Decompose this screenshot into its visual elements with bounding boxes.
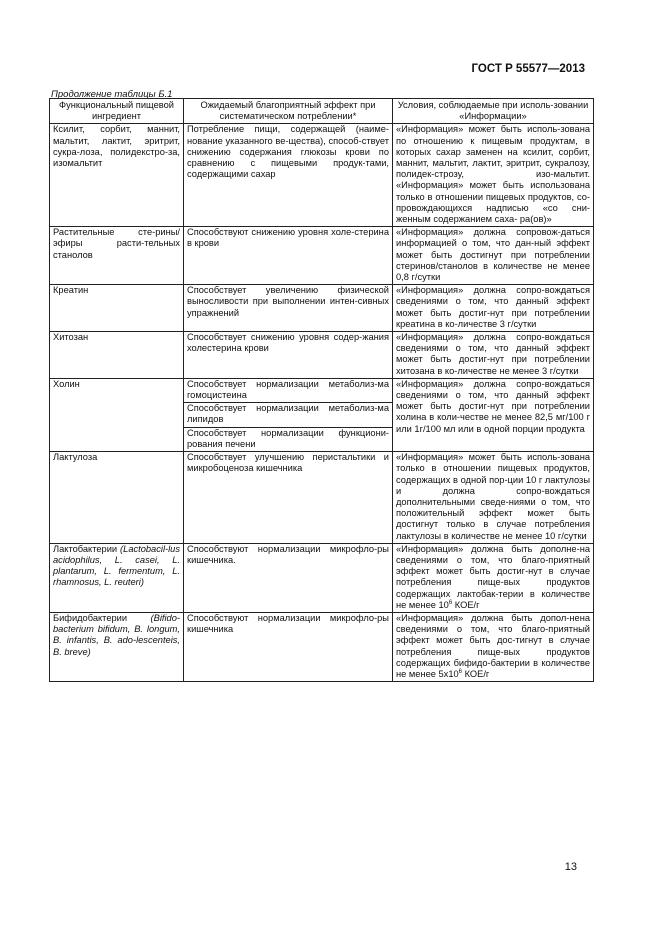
ingredient-cell: Лактулоза bbox=[50, 452, 184, 544]
table-row bbox=[50, 378, 594, 451]
conditions-cell: «Информация» должна сопро-вождаться сведениями о том, что данный эффект может быть достиг-нут при потреблении креатина в ко-личестве 3 г/сутки bbox=[393, 285, 594, 332]
table-continuation-label: Продолжение таблицы Б.1 bbox=[51, 89, 173, 100]
effect-cell: Потребление пищи, содержащей (наиме-нование указанного ве-щества), способ-ствует снижению содержания глюкозы крови по сравнению с пищевыми продук-тами, содержащими сахар bbox=[184, 124, 393, 227]
effect-cell: Способствуют нормализации микрофло-ры кишечника. bbox=[184, 543, 393, 612]
ingredient-species: (Lactobacil-lus acidophilus, L. casei, L. plantarum, L. fermentum, L. rhamnosus, L. reuteri) bbox=[53, 543, 180, 588]
conditions-cell: «Информация» должна сопро-вождаться сведениями о том, что данный эффект может быть достиг-нут при потреблении хитозана в ко-личестве не менее 3 г/сутки bbox=[393, 332, 594, 379]
table-row bbox=[50, 452, 594, 544]
conditions-cell bbox=[393, 612, 594, 681]
document-code: ГОСТ Р 55577—2013 bbox=[471, 63, 585, 75]
page-number: 13 bbox=[564, 861, 577, 873]
conditions-cell: «Информация» должна сопро-вождаться сведениями о том, что данный эффект может быть достиг-нут при потреблении холина в коли-честве не менее 82,5 мг/100 г или 1г/100 мл или в одной порции продукта bbox=[393, 378, 594, 451]
effect-cell: Способствуют нормализации микрофло-ры кишечника bbox=[184, 612, 393, 681]
ingredient-species: (Bifido-bacterium bifidum, B. longum, B. infantis, B. ado-lescenteis, B. breve) bbox=[53, 612, 180, 657]
table-row bbox=[50, 285, 594, 332]
column-header-ingredient: Функциональный пищевой ингредиент bbox=[50, 99, 184, 124]
ingredient-cell: Растительные сте-рины/эфиры расти-тельных станолов bbox=[50, 227, 184, 285]
effect-cell: Способствует улучшению перистальтики и микробоценоза кишечника bbox=[184, 452, 393, 544]
table-row bbox=[50, 332, 594, 379]
column-header-effect: Ожидаемый благоприятный эффект при систематическом потреблении* bbox=[184, 99, 393, 124]
effect-cell: Способствует увеличению физической выносливости при выполнении интен-сивных упражнений bbox=[184, 285, 393, 332]
effect-item: Способствует нормализации метаболиз-ма гомоцистеина bbox=[184, 379, 392, 403]
unit: КОЕ/г bbox=[464, 668, 490, 679]
effect-cell: Способствует снижению уровня содер-жания холестерина крови bbox=[184, 332, 393, 379]
exponent: 6 bbox=[458, 668, 463, 675]
effect-item: Способствует нормализации функциони-рования печени bbox=[187, 427, 389, 449]
ingredient-name: Бифидобактерии bbox=[53, 612, 128, 623]
ingredient-cell: Ксилит, сорбит, маннит, мальтит, лактит, эритрит, сукра-лоза, полидекстро-за, изомальтит bbox=[50, 124, 184, 227]
column-header-conditions: Условия, соблюдаемые при исполь-зовании «Информации» bbox=[393, 99, 594, 124]
ingredient-cell: Холин bbox=[50, 378, 184, 451]
table-row bbox=[50, 227, 594, 285]
conditions-text: «Информация» должна быть дополне-на сведениями о том, что благо-приятный эффект может быть достиг-нут в случае потребления пище-вых продуктов содержащих лактобак-терии в количестве не менее 10 bbox=[396, 543, 590, 610]
conditions-cell: «Информация» может быть исполь-зована по отношению к пищевым продуктам, в которых сахар заменен на ксилит, сорбит, маннит, мальтит, лактит, эритрит, сукралозу, полидек-строзу, изо-мальтит. «Информация» может быть использована только в отношении пищевых продуктов, со-провождающихся надписью «со сни-женным содержанием саха- ра(ов)» bbox=[393, 124, 594, 227]
unit: КОЕ/г bbox=[454, 599, 480, 610]
conditions-cell bbox=[393, 543, 594, 612]
conditions-cell: «Информация» должна сопровож-даться информацией о том, что дан-ный эффект может быть достигнут при потреблении стеринов/станолов в количестве не менее 0,8 г/сутки bbox=[393, 227, 594, 285]
conditions-cell: «Информация» может быть исполь-зована только в отношении пищевых продуктов, содержащих в одной пор-ции 10 г лактулозы и должна сопро-вождаться дополнительными сведе-ниями о том, что положительный эффект может быть достигнут только в случае потребления лактулозы в количестве не менее 10 г/сутки bbox=[393, 452, 594, 544]
table-row bbox=[50, 612, 594, 681]
effect-item: Способствует нормализации метаболиз-ма липидов bbox=[184, 403, 392, 427]
effect-cell: Способствуют снижению уровня холе-стерина в крови bbox=[184, 227, 393, 285]
ingredient-cell bbox=[50, 612, 184, 681]
ingredient-cell: Креатин bbox=[50, 285, 184, 332]
conditions-text: «Информация» должна быть допол-нена сведениями о том, что благо-приятный эффект может быть дос-тигнут в случае потребления пище-вых продуктов содержащих бифидо-бактерии в количестве не менее 5х10 bbox=[396, 612, 590, 679]
table-row bbox=[50, 543, 594, 612]
effect-cell bbox=[184, 378, 393, 451]
ingredients-table bbox=[49, 98, 594, 682]
exponent: 6 bbox=[448, 599, 453, 606]
ingredient-cell bbox=[50, 543, 184, 612]
ingredient-name: Лактобактерии bbox=[53, 543, 118, 554]
ingredient-cell: Хитозан bbox=[50, 332, 184, 379]
table-header-row bbox=[50, 99, 594, 124]
table-row bbox=[50, 124, 594, 227]
